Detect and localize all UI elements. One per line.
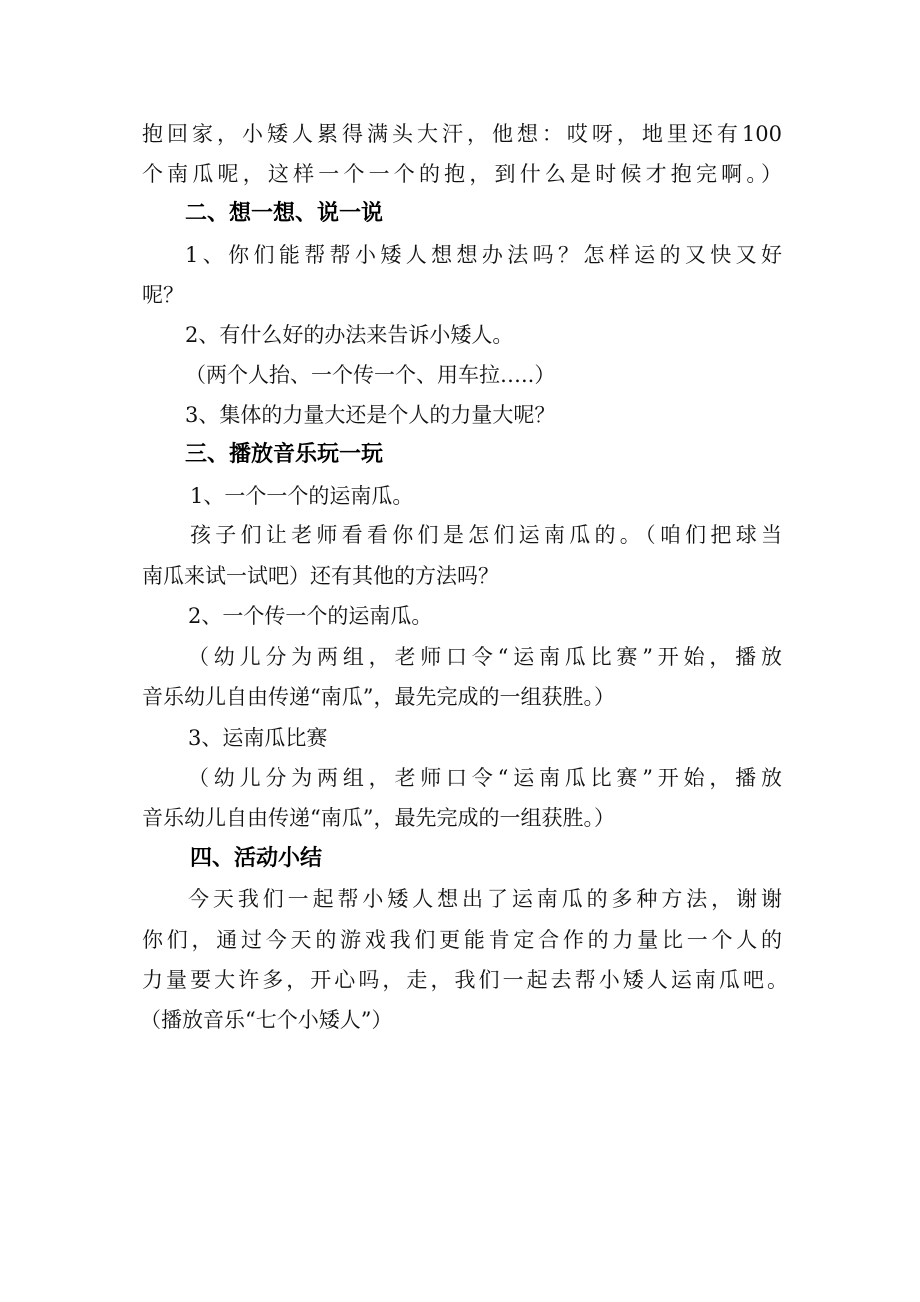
section-heading-3: 三、播放音乐玩一玩 xyxy=(185,442,384,467)
list-item: 2、一个传一个的运南瓜。 xyxy=(188,604,433,628)
paragraph-line: （幼儿分为两组，老师口令“运南瓜比赛”开始，播放 xyxy=(188,766,782,790)
paragraph-line: 音乐幼儿自由传递“南瓜”，最先完成的一组获胜。） xyxy=(142,806,615,830)
paragraph-line: （幼儿分为两组，老师口令“运南瓜比赛”开始，播放 xyxy=(188,645,782,669)
paragraph-line: 音乐幼儿自由传递“南瓜”，最先完成的一组获胜。） xyxy=(142,685,615,709)
paragraph-line: 你们，通过今天的游戏我们更能肯定合作的力量比一个人的 xyxy=(142,928,782,952)
list-item: 2、有什么好的办法来告诉小矮人。 xyxy=(185,323,514,347)
paragraph-line: 呢？ xyxy=(142,283,184,307)
paragraph-line: 孩子们让老师看看你们是怎们运南瓜的。（咱们把球当 xyxy=(190,523,782,547)
list-item: 1、一个一个的运南瓜。 xyxy=(190,484,414,508)
paragraph-line: 力量要大许多，开心吗，走，我们一起去帮小矮人运南瓜吧。 xyxy=(142,968,788,992)
paragraph-line: （播放音乐“七个小矮人”） xyxy=(140,1008,393,1032)
paragraph-line: 个南瓜呢，这样一个一个的抱，到什么是时候才抱完啊。） xyxy=(142,162,782,186)
list-item: 3、运南瓜比赛 xyxy=(188,726,328,750)
paragraph-line: （两个人抬、一个传一个、用车拉…..） xyxy=(185,363,556,387)
paragraph-line: 抱回家，小矮人累得满头大汗，他想：哎呀，地里还有100 xyxy=(142,122,782,146)
paragraph-line: 今天我们一起帮小矮人想出了运南瓜的多种方法，谢谢 xyxy=(188,887,782,911)
section-heading-2: 二、想一想、说一说 xyxy=(185,201,384,226)
paragraph-line: 南瓜来试一试吧）还有其他的方法吗？ xyxy=(142,564,499,588)
list-item: 1、你们能帮帮小矮人想想办法吗？怎样运的又快又好 xyxy=(185,243,782,267)
list-item: 3、集体的力量大还是个人的力量大呢？ xyxy=(185,403,556,427)
section-heading-4: 四、活动小结 xyxy=(190,846,323,871)
